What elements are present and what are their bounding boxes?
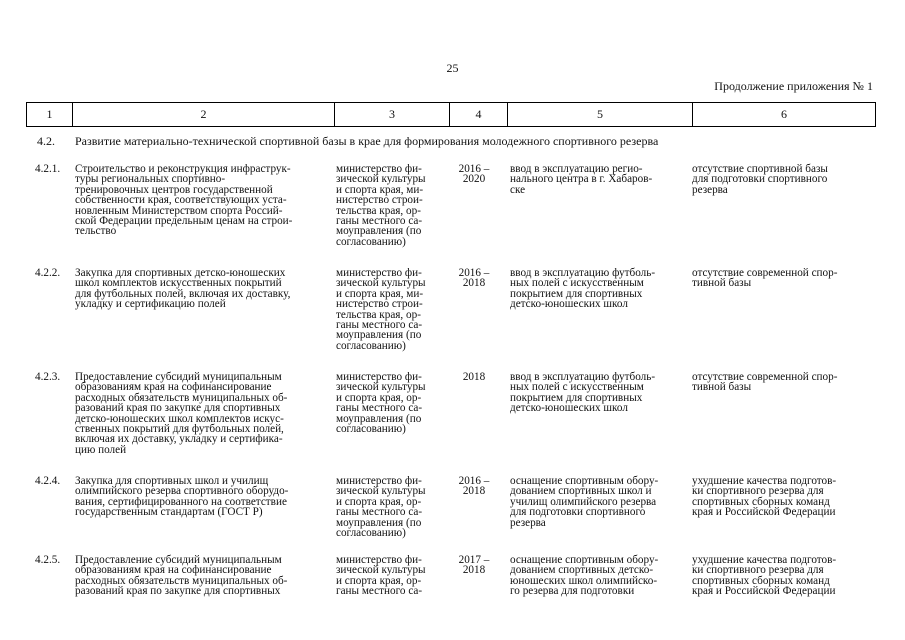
column-header: 2: [73, 103, 335, 127]
item-risk: отсутствие современной спор- тивной базы: [692, 371, 838, 394]
column-header: 3: [335, 103, 450, 127]
item-number: 4.2.1.: [35, 163, 61, 175]
item-period: 2016 – 2018: [458, 475, 490, 498]
item-risk: ухудшение качества подготов- ки спортивного резерва для спортивных сборных команд края и Российской Федерации: [692, 475, 837, 519]
item-name: Предоставление субсидий муниципальным образованиям края на софинансирование расходных обязательств муниципальных об- разований края по закупке для спортивных детско-юношеских школ комплектов искус- ственных покрытий для футбольных полей, включая их доставку, укладку и сертифика- цию полей: [75, 371, 288, 456]
item-number: 4.2.5.: [35, 554, 61, 566]
item-period: 2016 – 2020: [458, 163, 490, 186]
column-header: 4: [450, 103, 508, 127]
column-header: 5: [508, 103, 693, 127]
item-risk: ухудшение качества подготов- ки спортивного резерва для спортивных сборных команд края и Российской Федерации: [692, 554, 837, 598]
item-executor: министерство фи- зической культуры и спорта края, ор- ганы местного са- моуправления (по согласованию): [336, 371, 426, 436]
item-executor: министерство фи- зической культуры и спорта края, ми- нистерство строи- тельства края, ор- ганы местного са- моуправления (по согласованию): [336, 267, 426, 352]
item-result: оснащение спортивным обору- дованием спортивных школ и училищ олимпийского резерва для подготовки спортивного резерва: [510, 475, 659, 529]
item-period: 2017 – 2018: [458, 554, 490, 577]
item-name: Строительство и реконструкция инфраструк- туры региональных спортивно- тренировочных центров государственной собственности края, соответствующих уста- новленным Министерством спорта Россий- ской Федерации предельным ценам на строи- тельство: [75, 163, 293, 238]
item-result: ввод в эксплуатацию регио- нального центра в г. Хабаров- ске: [510, 163, 653, 196]
item-name: Закупка для спортивных детско-юношеских школ комплектов искусственных покрытий для футбольных полей, включая их доставку, укладку и сертификацию полей: [75, 267, 291, 311]
item-risk: отсутствие спортивной базы для подготовки спортивного резерва: [692, 163, 828, 196]
page-number: 25: [446, 61, 459, 75]
column-header: 6: [693, 103, 876, 127]
continuation-label: Продолжение приложения № 1: [714, 79, 873, 93]
item-number: 4.2.2.: [35, 267, 61, 279]
column-header-row: [27, 103, 876, 127]
item-result: ввод в эксплуатацию футболь- ных полей с искусственным покрытием для спортивных детско-юношеских школ: [510, 267, 656, 311]
item-name: Предоставление субсидий муниципальным образованиям края на софинансирование расходных обязательств муниципальных об- разований края по закупке для спортивных: [75, 554, 288, 598]
item-executor: министерство фи- зической культуры и спорта края, ор- ганы местного са-: [336, 554, 426, 598]
item-period: 2016 – 2018: [458, 267, 490, 290]
item-executor: министерство фи- зической культуры и спорта края, ми- нистерство строи- тельства края, ор- ганы местного са- моуправления (по согласованию): [336, 163, 426, 248]
item-period: 2018: [462, 371, 486, 383]
item-result: оснащение спортивным обору- дованием спортивных детско- юношеских школ олимпийско- го резерва для подготовки: [510, 554, 659, 598]
item-executor: министерство фи- зической культуры и спорта края, ор- ганы местного са- моуправления (по согласованию): [336, 475, 426, 540]
section-title: Развитие материально-технической спортивной базы в крае для формирования молодежного спортивного резерва: [75, 134, 659, 148]
column-header-table: [26, 102, 876, 127]
item-risk: отсутствие современной спор- тивной базы: [692, 267, 838, 290]
item-name: Закупка для спортивных школ и училищ олимпийского резерва спортивного оборудо- вания, сертифицированного на соответствие государственным стандартам (ГОСТ Р): [75, 475, 289, 519]
item-number: 4.2.4.: [35, 475, 61, 487]
item-number: 4.2.3.: [35, 371, 61, 383]
section-number: 4.2.: [37, 134, 55, 148]
column-header: 1: [27, 103, 73, 127]
item-result: ввод в эксплуатацию футболь- ных полей с искусственным покрытием для спортивных детско-юношеских школ: [510, 371, 656, 415]
